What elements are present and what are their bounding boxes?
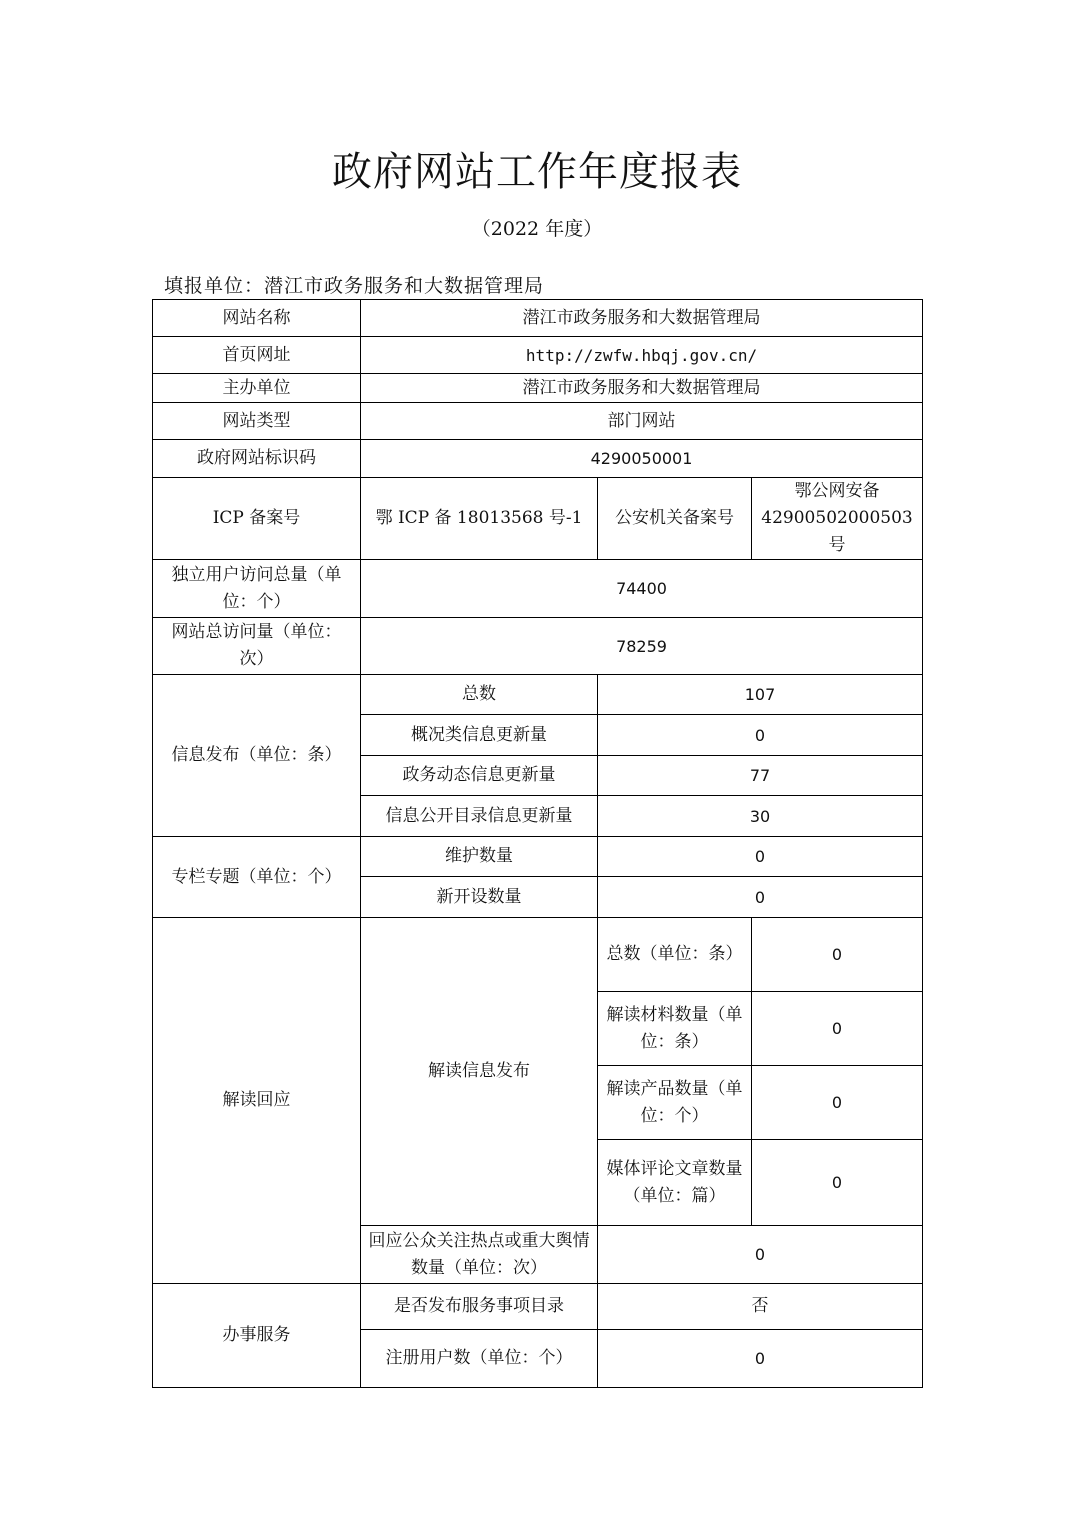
service-item-label: 是否发布服务事项目录 xyxy=(361,1284,598,1330)
interpretation-item-value: 0 xyxy=(752,1066,923,1140)
report-year: （2022 年度） xyxy=(471,218,603,240)
columns-item-value: 0 xyxy=(598,877,923,918)
response-value: 0 xyxy=(598,1226,923,1284)
interpretation-item-label: 解读材料数量（单位：条） xyxy=(598,992,752,1066)
columns-label: 专栏专题（单位：个） xyxy=(153,837,361,918)
uv-label: 独立用户访问总量（单位：个） xyxy=(153,560,361,618)
reporting-unit: 填报单位：潜江市政务服务和大数据管理局 xyxy=(164,275,545,297)
table-row xyxy=(153,403,923,440)
table-row xyxy=(153,618,923,675)
table-row xyxy=(153,560,923,618)
info-item-label: 信息公开目录信息更新量 xyxy=(361,796,598,837)
site-name-label: 网站名称 xyxy=(153,300,361,337)
uv-value: 74400 xyxy=(361,560,923,618)
icp-label: ICP 备案号 xyxy=(153,478,361,560)
interpretation-label: 解读回应 xyxy=(153,918,361,1284)
interpretation-item-label: 解读产品数量（单位：个） xyxy=(598,1066,752,1140)
info-item-value: 30 xyxy=(598,796,923,837)
table-row xyxy=(153,1284,923,1330)
pv-value: 78259 xyxy=(361,618,923,675)
police-record-label: 公安机关备案号 xyxy=(598,478,752,560)
sponsor-label: 主办单位 xyxy=(153,374,361,403)
info-item-value: 0 xyxy=(598,715,923,756)
response-label: 回应公众关注热点或重大舆情数量（单位：次） xyxy=(361,1226,598,1284)
columns-item-value: 0 xyxy=(598,837,923,877)
interpretation-item-value: 0 xyxy=(752,918,923,992)
service-item-value: 否 xyxy=(598,1284,923,1330)
info-item-value: 107 xyxy=(598,675,923,715)
service-item-label: 注册用户数（单位：个） xyxy=(361,1330,598,1388)
site-id-value: 4290050001 xyxy=(361,440,923,478)
interpretation-sub-label: 解读信息发布 xyxy=(361,918,598,1226)
info-item-label: 政务动态信息更新量 xyxy=(361,756,598,796)
table-row xyxy=(153,337,923,374)
table-row xyxy=(153,478,923,560)
interpretation-item-value: 0 xyxy=(752,1140,923,1226)
pv-label: 网站总访问量（单位：次） xyxy=(153,618,361,675)
table-row xyxy=(153,300,923,337)
info-item-label: 总数 xyxy=(361,675,598,715)
info-item-value: 77 xyxy=(598,756,923,796)
table-row xyxy=(153,675,923,715)
info-item-label: 概况类信息更新量 xyxy=(361,715,598,756)
site-type-value: 部门网站 xyxy=(361,403,923,440)
columns-item-label: 新开设数量 xyxy=(361,877,598,918)
homepage-value: http://zwfw.hbqj.gov.cn/ xyxy=(361,337,923,374)
interpretation-item-label: 总数（单位：条） xyxy=(598,918,752,992)
table-row xyxy=(153,374,923,403)
sponsor-value: 潜江市政务服务和大数据管理局 xyxy=(361,374,923,403)
columns-item-label: 维护数量 xyxy=(361,837,598,877)
service-label: 办事服务 xyxy=(153,1284,361,1388)
info-publish-label: 信息发布（单位：条） xyxy=(153,675,361,837)
table-row xyxy=(153,837,923,877)
table-row xyxy=(153,918,923,992)
report-table xyxy=(152,299,923,1388)
table-row xyxy=(153,440,923,478)
site-id-label: 政府网站标识码 xyxy=(153,440,361,478)
icp-value: 鄂 ICP 备 18013568 号-1 xyxy=(361,478,598,560)
homepage-label: 首页网址 xyxy=(153,337,361,374)
service-item-value: 0 xyxy=(598,1330,923,1388)
site-name-value: 潜江市政务服务和大数据管理局 xyxy=(361,300,923,337)
site-type-label: 网站类型 xyxy=(153,403,361,440)
interpretation-item-label: 媒体评论文章数量（单位：篇） xyxy=(598,1140,752,1226)
police-record-value: 鄂公网安备 42900502000503 号 xyxy=(752,478,923,560)
interpretation-item-value: 0 xyxy=(752,992,923,1066)
report-title: 政府网站工作年度报表 xyxy=(332,149,742,195)
